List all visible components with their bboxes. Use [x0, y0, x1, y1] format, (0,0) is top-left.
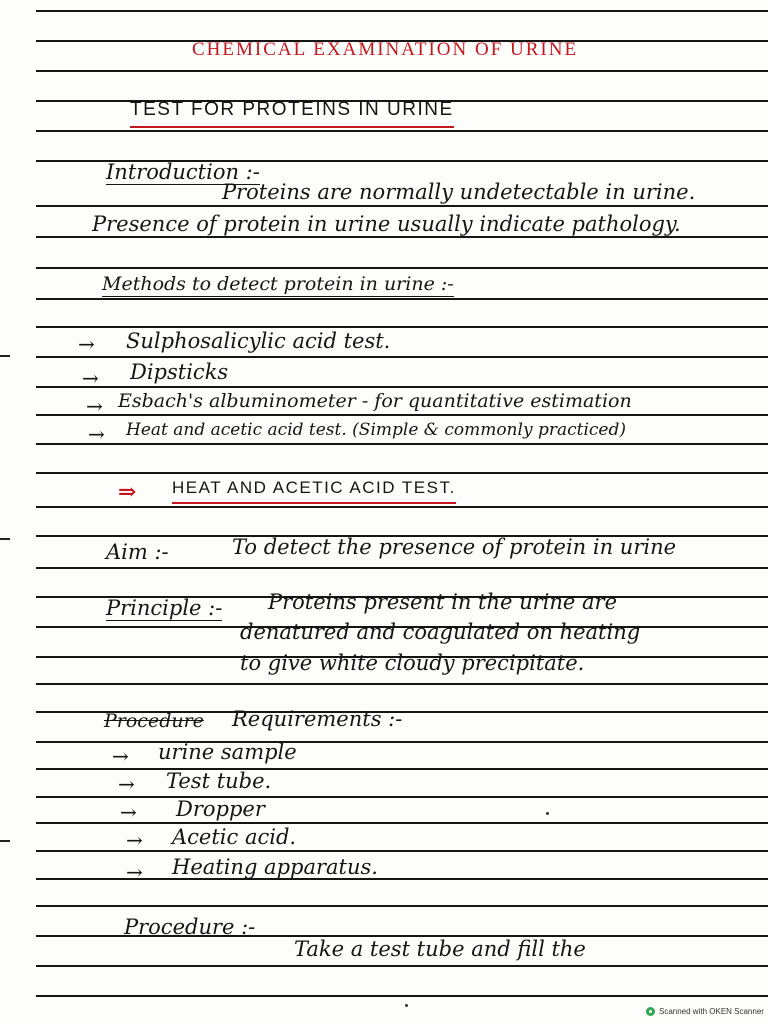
requirements-label: Requirements :-	[232, 707, 403, 731]
margin-mark	[0, 538, 10, 540]
ruled-line	[36, 965, 768, 967]
principle-line-3: to give white cloudy precipitate.	[240, 651, 585, 675]
ruled-line	[36, 796, 768, 798]
ruled-line	[36, 326, 768, 328]
requirement-item: Heating apparatus.	[172, 855, 378, 879]
introduction-heading: Introduction :-	[106, 160, 260, 184]
scanner-logo-icon	[646, 1007, 655, 1016]
ruled-line	[36, 356, 768, 358]
scanner-watermark	[646, 1006, 764, 1018]
right-arrow-icon: →	[126, 860, 143, 884]
requirement-item: Dropper	[176, 797, 265, 821]
requirement-item: Test tube.	[166, 769, 272, 793]
double-right-arrow-icon: ⇒	[118, 479, 137, 505]
ruled-line	[36, 850, 768, 852]
method-item: Esbach's albuminometer - for quantitative estimation	[118, 390, 632, 412]
ruled-line	[36, 267, 768, 269]
requirement-item: Acetic acid.	[172, 825, 297, 849]
right-arrow-icon: →	[82, 366, 99, 390]
ruled-line	[36, 567, 768, 569]
ruled-line	[36, 386, 768, 388]
introduction-line-2: Presence of protein in urine usually indicate pathology.	[92, 212, 681, 236]
principle-line-2: denatured and coagulated on heating	[240, 620, 641, 644]
ruled-line	[36, 298, 768, 300]
method-item: Sulphosalicylic acid test.	[126, 329, 391, 353]
ruled-line	[36, 443, 768, 445]
ruled-line	[36, 741, 768, 743]
aim-label: Aim :-	[106, 540, 169, 564]
ruled-line	[36, 130, 768, 132]
procedure-line-1: Take a test tube and fill the	[294, 937, 586, 961]
ruled-line	[36, 995, 768, 997]
methods-heading: Methods to detect protein in urine :-	[102, 273, 454, 295]
right-arrow-icon: →	[78, 332, 95, 356]
ruled-line	[36, 822, 768, 824]
aim-text: To detect the presence of protein in urine	[232, 535, 677, 559]
method-item: Heat and acetic acid test. (Simple & commonly practiced)	[126, 420, 626, 440]
right-arrow-icon: →	[126, 828, 143, 852]
scanner-text: Scanned with OKEN Scanner	[659, 1007, 764, 1016]
struck-procedure-label: Procedure	[104, 710, 204, 732]
ruled-line	[36, 10, 768, 12]
method-item: Dipsticks	[130, 360, 229, 384]
ruled-line	[36, 236, 768, 238]
ruled-line	[36, 414, 768, 416]
ink-dot	[405, 1004, 408, 1007]
right-arrow-icon: →	[118, 772, 135, 796]
margin-mark	[0, 840, 10, 842]
introduction-line-1: Proteins are normally undetectable in urine.	[222, 180, 696, 204]
ruled-line	[36, 472, 768, 474]
ruled-line	[36, 905, 768, 907]
principle-label: Principle :-	[106, 596, 223, 620]
procedure-label: Procedure :-	[124, 915, 256, 939]
ruled-line	[36, 683, 768, 685]
right-arrow-icon: →	[88, 422, 105, 446]
right-arrow-icon: →	[86, 394, 103, 418]
right-arrow-icon: →	[120, 800, 137, 824]
requirement-item: urine sample	[158, 740, 297, 764]
ruled-line	[36, 878, 768, 880]
page-subtitle: TEST FOR PROTEINS IN URINE	[130, 98, 454, 128]
ruled-line	[36, 506, 768, 508]
page-title: CHEMICAL EXAMINATION OF URINE	[192, 39, 579, 60]
principle-line-1: Proteins present in the urine are	[268, 590, 618, 614]
ruled-line	[36, 205, 768, 207]
section-heading: HEAT AND ACETIC ACID TEST.	[172, 476, 456, 504]
ruled-line	[36, 768, 768, 770]
ink-dot	[546, 812, 549, 815]
ruled-line	[36, 70, 768, 72]
right-arrow-icon: →	[112, 744, 129, 768]
margin-mark	[0, 355, 10, 357]
